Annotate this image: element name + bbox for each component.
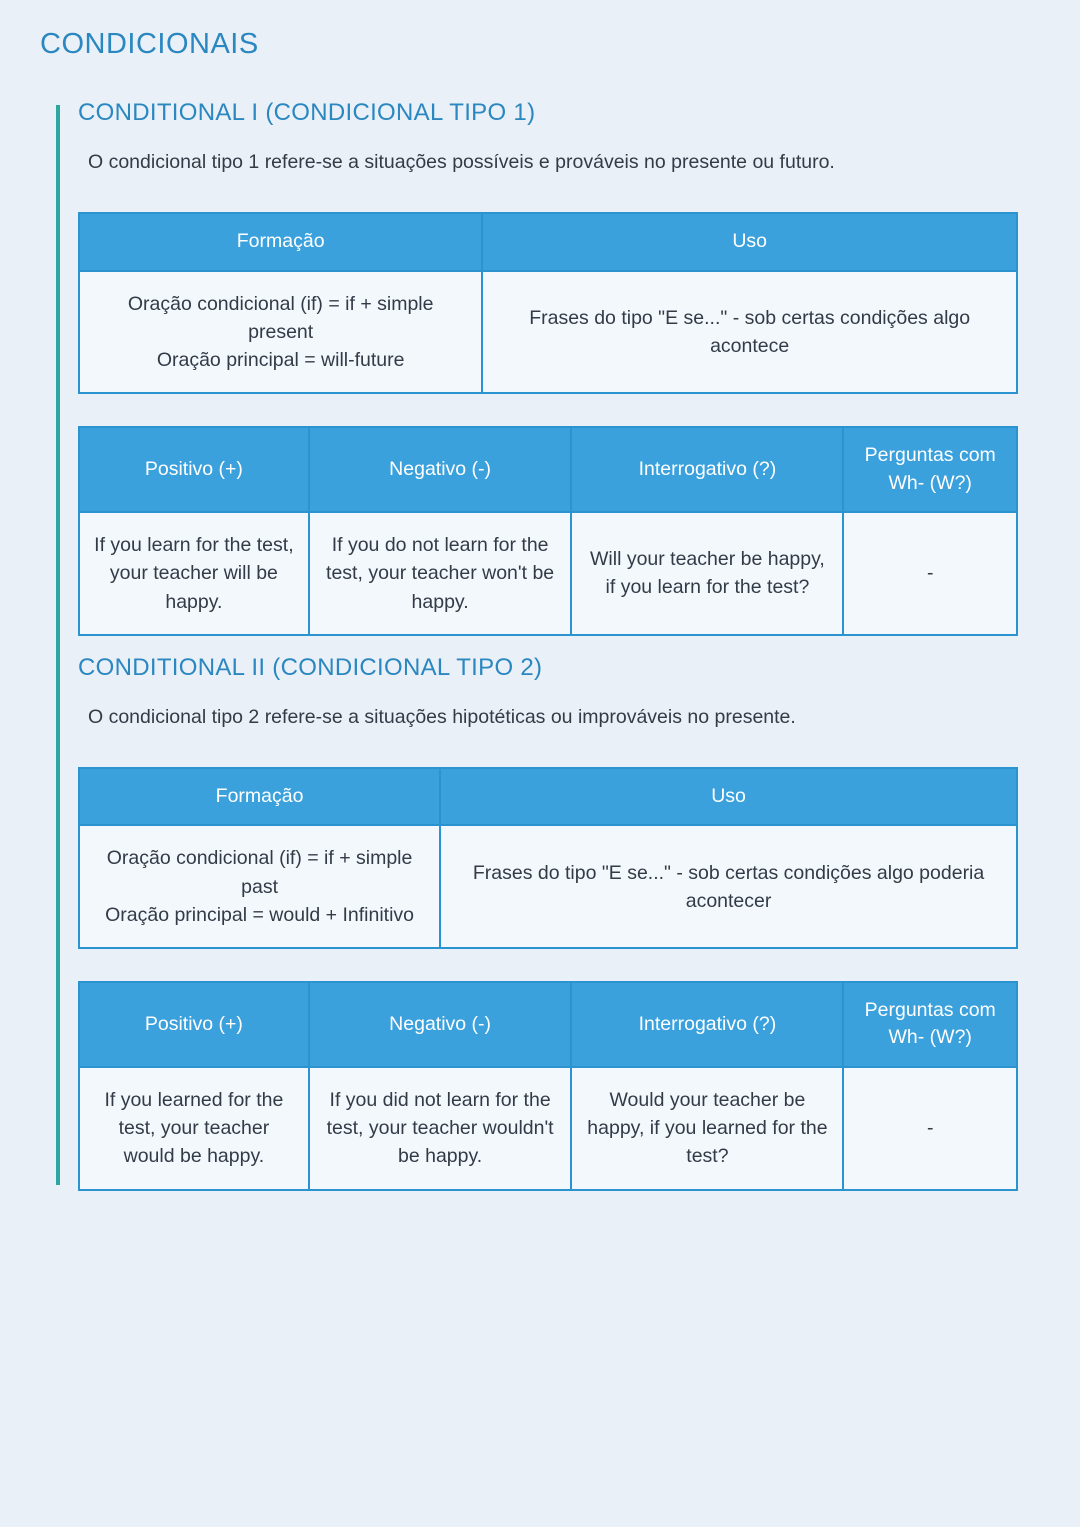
left-accent-line: [56, 105, 60, 1185]
section-heading-conditional-2: CONDITIONAL II (CONDICIONAL TIPO 2): [78, 653, 543, 681]
section-conditional-2: [78, 654, 1018, 1191]
formation-line: Oração condicional (if) = if + simple past: [106, 847, 413, 898]
header-interrogative: Interrogativo (?): [571, 427, 843, 512]
header-negative: Negativo (-): [309, 427, 572, 512]
wh-questions-cell: -: [843, 512, 1017, 635]
table-header-row: [79, 982, 1017, 1067]
section-description-conditional-2: O condicional tipo 2 refere-se a situações hipotéticas ou improváveis no presente.: [88, 705, 796, 728]
negative-example-cell: If you did not learn for the test, your teacher wouldn't be happy.: [309, 1067, 572, 1190]
page-title: CONDICIONAIS: [40, 28, 259, 60]
header-positive: Positivo (+): [79, 427, 309, 512]
interrogative-example-cell: Will your teacher be happy, if you learn for the test?: [571, 512, 843, 635]
header-wh-questions: Perguntas com Wh- (W?): [843, 982, 1017, 1067]
header-positive: Positivo (+): [79, 982, 309, 1067]
use-cell: Frases do tipo "E se..." - sob certas condições algo acontece: [482, 271, 1017, 394]
interrogative-example-cell: Would your teacher be happy, if you learned for the test?: [571, 1067, 843, 1190]
negative-example-cell: If you do not learn for the test, your teacher won't be happy.: [309, 512, 572, 635]
header-uso: Uso: [440, 768, 1017, 825]
formation-line: Oração principal = would + Infinitivo: [105, 903, 415, 926]
header-negative: Negativo (-): [309, 982, 572, 1067]
table-body-row: [79, 1067, 1017, 1190]
formation-table-conditional-2: [78, 767, 1018, 949]
formation-cell: [79, 271, 482, 394]
positive-example-cell: If you learn for the test, your teacher will be happy.: [79, 512, 309, 635]
formation-cell: [79, 825, 440, 948]
table-header-row: [79, 213, 1017, 270]
table-header-row: [79, 427, 1017, 512]
header-interrogative: Interrogativo (?): [571, 982, 843, 1067]
section-conditional-1: [78, 99, 1018, 636]
wh-questions-cell: -: [843, 1067, 1017, 1190]
table-body-row: [79, 825, 1017, 948]
examples-table-conditional-1: [78, 426, 1018, 635]
examples-table-conditional-2: [78, 981, 1018, 1190]
header-uso: Uso: [482, 213, 1017, 270]
use-cell: Frases do tipo "E se..." - sob certas condições algo poderia acontecer: [440, 825, 1017, 948]
formation-table-conditional-1: [78, 212, 1018, 394]
formation-line: Oração condicional (if) = if + simple present: [127, 292, 434, 343]
formation-line: Oração principal = will-future: [156, 349, 405, 372]
table-body-row: [79, 271, 1017, 394]
header-formacao: Formação: [79, 768, 440, 825]
section-heading-conditional-1: CONDITIONAL I (CONDICIONAL TIPO 1): [78, 99, 536, 126]
content-wrapper: [56, 99, 1018, 1191]
section-description-conditional-1: O condicional tipo 1 refere-se a situações possíveis e prováveis no presente ou futuro.: [88, 151, 835, 173]
table-body-row: [79, 512, 1017, 635]
table-header-row: [79, 768, 1017, 825]
positive-example-cell: If you learned for the test, your teacher would be happy.: [79, 1067, 309, 1190]
header-wh-questions: Perguntas com Wh- (W?): [843, 427, 1017, 512]
header-formacao: Formação: [79, 213, 482, 270]
